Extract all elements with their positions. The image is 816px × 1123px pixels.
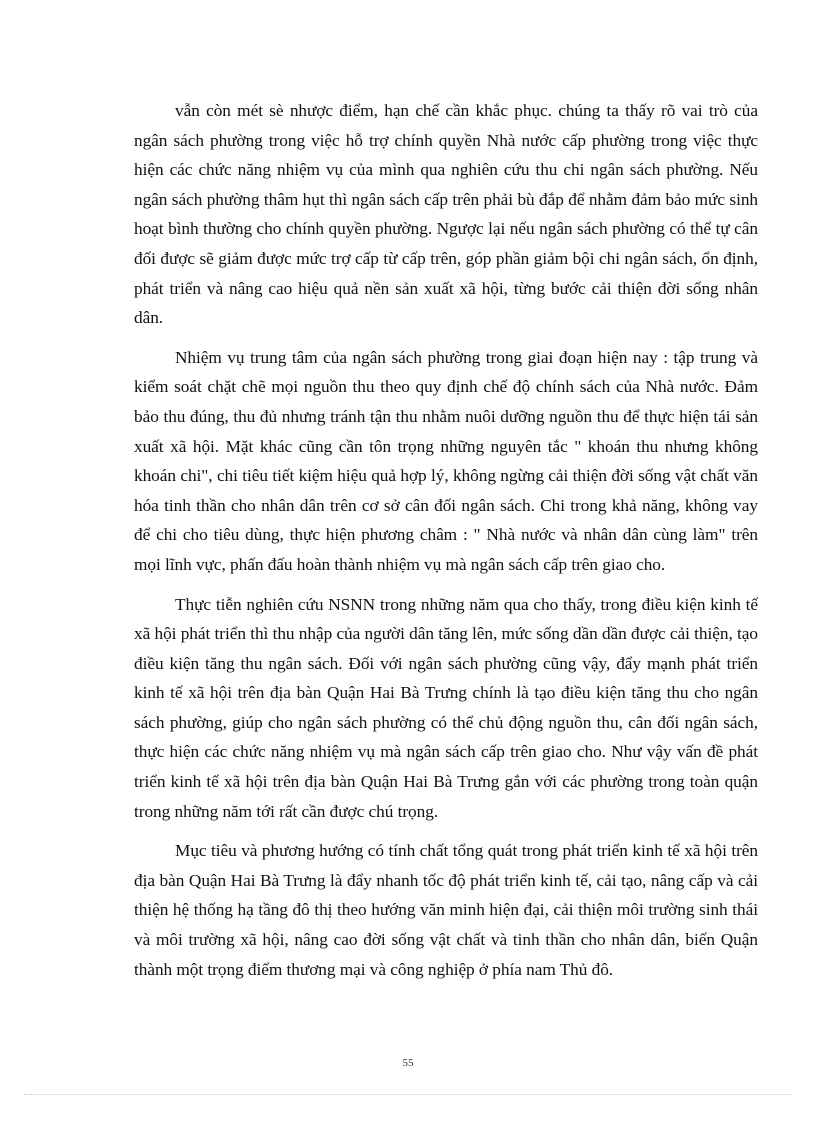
paragraph-3: Thực tiễn nghiên cứu NSNN trong những năm qua cho thấy, trong điều kiện kinh tế xã hội phát triển thì thu nhập của người dân tăng lên, mức sống dần dần được cải thiện, tạo điều kiện tăng thu ngân sách. Đối với ngân sách phường cũng vậy, đẩy mạnh phát triển kinh tế xã hội trên địa bàn Quận Hai Bà Trưng chính là tạo điều kiện tăng thu cho ngân sách phường, giúp cho ngân sách phường có thể chủ động nguồn thu, cân đối ngân sách, thực hiện các chức năng nhiệm vụ mà ngân sách cấp trên giao cho. Như vậy vấn đề phát triển kinh tế xã hội trên địa bàn Quận Hai Bà Trưng gắn với các phường trong toàn quận trong những năm tới rất cần được chú trọng. [134,594,758,821]
page-number: 55 [402,1057,414,1069]
paragraph-4: Mục tiêu và phương hướng có tính chất tổng quát trong phát triển kinh tế xã hội trên địa bàn Quận Hai Bà Trưng là đẩy nhanh tốc độ phát triển kinh tế, cải tạo, nâng cấp và cải thiện hệ thống hạ tầng đô thị theo hướng văn minh hiện đại, cải thiện môi trường sinh thái và môi trường xã hội, nâng cao đời sống vật chất và tinh thần cho nhân dân, biến Quận thành một trọng điểm thương mại và công nghiệp ở phía nam Thủ đô. [134,841,758,979]
document-body [134,96,758,994]
paragraph-1: vẫn còn mét sè nhược điểm, hạn chế cần khắc phục. chúng ta thấy rõ vai trò của ngân sách phường trong việc hỗ trợ chính quyền Nhà nước cấp phường trong việc thực hiện các chức năng nhiệm vụ của mình qua nghiên cứu thu chi ngân sách phường. Nếu ngân sách phường thâm hụt thì ngân sách cấp trên phải bù đắp để nhằm đảm bảo mức sinh hoạt bình thường cho chính quyền phường. Ngược lại nếu ngân sách phường có thể tự cân đối được sẽ giảm được mức trợ cấp từ cấp trên, góp phần giảm bội chi ngân sách, ổn định, phát triển và nâng cao hiệu quả nền sản xuất xã hội, từng bước cải thiện đời sống nhân dân. [134,101,758,328]
page-bottom-divider [24,1094,792,1095]
paragraph-2: Nhiệm vụ trung tâm của ngân sách phường trong giai đoạn hiện nay : tập trung và kiểm soát chặt chẽ mọi nguồn thu theo quy định chế độ chính sách của Nhà nước. Đảm bảo thu đúng, thu đủ nhưng tránh tận thu nhằm nuôi dưỡng nguồn thu để thực hiện tái sản xuất xã hội. Mặt khác cũng cần tôn trọng những nguyên tắc " khoán thu nhưng không khoán chi", chi tiêu tiết kiệm hiệu quả hợp lý, không ngừng cải thiện đời sống vật chất văn hóa tinh thần cho nhân dân trên cơ sở cân đối ngân sách. Chi trong khả năng, không vay để chi cho tiêu dùng, thực hiện phương châm : " Nhà nước và nhân dân cùng làm" trên mọi lĩnh vực, phấn đấu hoàn thành nhiệm vụ mà ngân sách cấp trên giao cho. [134,347,758,574]
